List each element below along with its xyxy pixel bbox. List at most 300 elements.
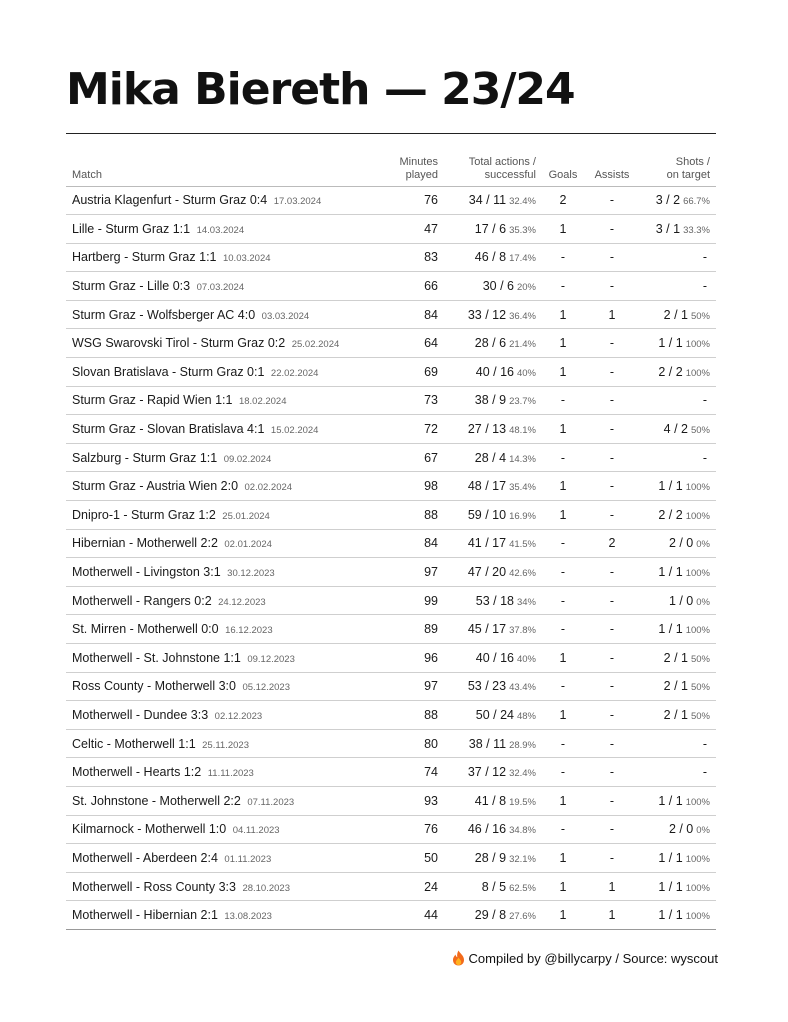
shots-value: 2 / 0	[668, 536, 694, 551]
table-row	[66, 415, 716, 444]
actions-value: 47 / 20	[467, 565, 507, 580]
match-name: Sturm Graz - Slovan Bratislava 4:1	[72, 422, 265, 437]
assists-cell: -	[584, 786, 640, 815]
shots-pct: 50%	[690, 310, 710, 322]
actions-value: 53 / 23	[467, 679, 507, 694]
actions-cell	[444, 872, 542, 901]
goals-cell: -	[542, 243, 584, 272]
assists-cell: -	[584, 386, 640, 415]
shots-cell	[640, 272, 716, 301]
header-shots-line1: Shots /	[675, 155, 710, 168]
match-date: 09.12.2023	[247, 653, 295, 665]
assists-cell: 1	[584, 300, 640, 329]
actions-value: 53 / 18	[475, 593, 514, 608]
match-cell	[66, 272, 386, 301]
match-date: 25.02.2024	[291, 339, 340, 351]
match-date: 10.03.2024	[222, 253, 271, 265]
header-assists	[584, 152, 640, 186]
actions-pct: 23.7%	[509, 396, 536, 408]
actions-cell	[444, 586, 542, 615]
match-cell	[66, 329, 386, 358]
shots-cell	[640, 529, 716, 558]
goals-cell: 1	[542, 501, 584, 530]
assists-cell: -	[584, 329, 640, 358]
goals-cell: 1	[542, 329, 584, 358]
table-row	[66, 386, 716, 415]
header-shots	[640, 152, 716, 186]
actions-cell	[444, 815, 542, 844]
table-row	[66, 729, 716, 758]
actions-pct: 48%	[516, 710, 536, 722]
shots-value: 1 / 1	[658, 479, 683, 494]
shots-cell	[640, 786, 716, 815]
actions-pct: 21.4%	[509, 339, 536, 351]
footer-text: Compiled by @billycarpy / Source: wyscout	[468, 950, 718, 966]
actions-pct: 20%	[516, 282, 536, 294]
goals-cell: 1	[542, 415, 584, 444]
shots-pct: 100%	[685, 482, 710, 494]
actions-pct: 34%	[516, 596, 536, 608]
header-actions	[444, 152, 542, 186]
shots-value: 1 / 1	[658, 622, 683, 637]
shots-cell	[640, 815, 716, 844]
goals-cell: -	[542, 672, 584, 701]
match-date: 04.11.2023	[232, 825, 280, 837]
actions-cell	[444, 644, 542, 673]
actions-value: 37 / 12	[467, 765, 507, 780]
match-name: Motherwell - Hibernian 2:1	[72, 908, 218, 923]
assists-cell: -	[584, 558, 640, 587]
match-date: 30.12.2023	[227, 568, 275, 580]
match-cell	[66, 644, 386, 673]
shots-cell	[640, 186, 716, 215]
match-cell	[66, 443, 386, 472]
match-cell	[66, 558, 386, 587]
goals-cell: -	[542, 615, 584, 644]
actions-pct: 14.3%	[509, 453, 536, 465]
page-title: Mika Biereth — 23/24	[66, 64, 575, 115]
title-divider	[66, 133, 716, 134]
minutes-cell: 89	[386, 615, 444, 644]
match-cell	[66, 701, 386, 730]
shots-cell	[640, 329, 716, 358]
actions-value: 46 / 16	[467, 822, 507, 837]
actions-pct: 36.4%	[509, 310, 536, 322]
assists-cell: 1	[584, 872, 640, 901]
table-row	[66, 615, 716, 644]
match-cell	[66, 815, 386, 844]
match-date: 07.11.2023	[247, 796, 295, 808]
shots-pct: 33.3%	[683, 224, 710, 236]
shots-cell	[640, 443, 716, 472]
shots-pct: 100%	[685, 367, 710, 379]
match-date: 15.02.2024	[270, 425, 319, 437]
actions-cell	[444, 501, 542, 530]
shots-value: -	[702, 279, 707, 294]
assists-cell: -	[584, 844, 640, 873]
match-name: Sturm Graz - Austria Wien 2:0	[72, 479, 239, 494]
shots-value: -	[702, 393, 707, 408]
shots-value: 1 / 0	[668, 593, 694, 608]
table-row	[66, 443, 716, 472]
match-date: 14.03.2024	[196, 224, 245, 236]
minutes-cell: 88	[386, 701, 444, 730]
goals-cell: 1	[542, 701, 584, 730]
assists-cell: 1	[584, 901, 640, 930]
actions-pct: 17.4%	[509, 253, 536, 265]
match-cell	[66, 786, 386, 815]
assists-cell: -	[584, 272, 640, 301]
table-body	[66, 186, 716, 929]
assists-cell: -	[584, 472, 640, 501]
shots-value: 2 / 1	[663, 650, 688, 665]
match-name: Motherwell - Aberdeen 2:4	[72, 850, 218, 865]
shots-pct: 50%	[690, 653, 710, 665]
actions-pct: 32.4%	[509, 768, 536, 780]
actions-cell	[444, 615, 542, 644]
goals-cell: -	[542, 586, 584, 615]
table-row	[66, 186, 716, 215]
shots-value: 2 / 1	[663, 307, 688, 322]
assists-cell: -	[584, 243, 640, 272]
match-cell	[66, 215, 386, 244]
assists-cell: -	[584, 186, 640, 215]
match-name: Sturm Graz - Wolfsberger AC 4:0	[72, 307, 256, 322]
match-date: 16.12.2023	[225, 625, 273, 637]
assists-cell: -	[584, 701, 640, 730]
match-date: 07.03.2024	[196, 282, 245, 294]
shots-pct: 100%	[685, 339, 710, 351]
actions-pct: 34.8%	[509, 825, 536, 837]
shots-pct: 0%	[696, 825, 710, 837]
goals-cell: -	[542, 815, 584, 844]
match-cell	[66, 243, 386, 272]
minutes-cell: 67	[386, 443, 444, 472]
match-name: Salzburg - Sturm Graz 1:1	[72, 450, 218, 465]
match-cell	[66, 300, 386, 329]
match-name: Slovan Bratislava - Sturm Graz 0:1	[72, 364, 265, 379]
shots-pct: 100%	[685, 510, 710, 522]
assists-cell: -	[584, 672, 640, 701]
match-date: 25.01.2024	[222, 510, 270, 522]
shots-cell	[640, 501, 716, 530]
shots-cell	[640, 901, 716, 930]
actions-cell	[444, 386, 542, 415]
actions-cell	[444, 272, 542, 301]
match-date: 05.12.2023	[242, 682, 290, 694]
actions-pct: 28.9%	[509, 739, 536, 751]
match-cell	[66, 501, 386, 530]
minutes-cell: 64	[386, 329, 444, 358]
header-actions-line2: successful	[484, 168, 536, 181]
actions-cell	[444, 529, 542, 558]
shots-value: 2 / 0	[668, 822, 694, 837]
table-row	[66, 272, 716, 301]
goals-cell: -	[542, 272, 584, 301]
match-cell	[66, 758, 386, 787]
table-row	[66, 786, 716, 815]
table-row	[66, 758, 716, 787]
match-date: 09.02.2024	[223, 453, 272, 465]
actions-value: 17 / 6	[474, 221, 507, 236]
match-cell	[66, 386, 386, 415]
table-row	[66, 243, 716, 272]
shots-value: 3 / 1	[655, 221, 681, 236]
actions-cell	[444, 300, 542, 329]
match-cell	[66, 901, 386, 930]
minutes-cell: 72	[386, 415, 444, 444]
match-date: 11.11.2023	[207, 768, 254, 780]
assists-cell: -	[584, 415, 640, 444]
actions-pct: 32.1%	[509, 853, 536, 865]
header-goals	[542, 152, 584, 186]
actions-cell	[444, 558, 542, 587]
actions-cell	[444, 844, 542, 873]
assists-cell: -	[584, 501, 640, 530]
assists-cell: -	[584, 358, 640, 387]
shots-cell	[640, 558, 716, 587]
actions-cell	[444, 786, 542, 815]
actions-cell	[444, 901, 542, 930]
shots-cell	[640, 844, 716, 873]
actions-value: 41 / 17	[467, 536, 507, 551]
actions-pct: 40%	[516, 367, 536, 379]
shots-cell	[640, 386, 716, 415]
actions-pct: 43.4%	[509, 682, 536, 694]
shots-pct: 100%	[685, 625, 710, 637]
match-name: Kilmarnock - Motherwell 1:0	[72, 822, 227, 837]
match-date: 17.03.2024	[273, 196, 322, 208]
actions-value: 28 / 4	[474, 450, 507, 465]
shots-cell	[640, 672, 716, 701]
assists-cell: -	[584, 443, 640, 472]
match-cell	[66, 415, 386, 444]
match-cell	[66, 872, 386, 901]
table-row	[66, 844, 716, 873]
header-match-label: Match	[72, 168, 102, 181]
actions-value: 45 / 17	[467, 622, 507, 637]
table-row	[66, 472, 716, 501]
match-date: 03.03.2024	[261, 310, 310, 322]
shots-value: 2 / 1	[663, 679, 688, 694]
table-row	[66, 701, 716, 730]
shots-value: 1 / 1	[658, 908, 683, 923]
assists-cell: -	[584, 815, 640, 844]
header-goals-label: Goals	[548, 168, 578, 181]
match-name: Ross County - Motherwell 3:0	[72, 679, 236, 694]
minutes-cell: 84	[386, 529, 444, 558]
match-cell	[66, 186, 386, 215]
assists-cell: -	[584, 586, 640, 615]
actions-pct: 35.3%	[509, 224, 536, 236]
table-row	[66, 586, 716, 615]
shots-pct: 50%	[690, 425, 710, 437]
minutes-cell: 76	[386, 815, 444, 844]
actions-value: 59 / 10	[467, 507, 507, 522]
shots-value: -	[702, 765, 707, 780]
goals-cell: 1	[542, 358, 584, 387]
match-name: Lille - Sturm Graz 1:1	[72, 221, 191, 236]
minutes-cell: 74	[386, 758, 444, 787]
match-date: 24.12.2023	[218, 596, 266, 608]
shots-value: 2 / 1	[663, 707, 688, 722]
shots-cell	[640, 729, 716, 758]
goals-cell: -	[542, 758, 584, 787]
match-name: St. Mirren - Motherwell 0:0	[72, 622, 219, 637]
minutes-cell: 99	[386, 586, 444, 615]
goals-cell: 1	[542, 472, 584, 501]
match-cell	[66, 586, 386, 615]
match-cell	[66, 844, 386, 873]
table-row	[66, 901, 716, 930]
actions-cell	[444, 186, 542, 215]
shots-value: 3 / 2	[655, 193, 681, 208]
shots-cell	[640, 872, 716, 901]
minutes-cell: 50	[386, 844, 444, 873]
shots-cell	[640, 243, 716, 272]
match-name: St. Johnstone - Motherwell 2:2	[72, 793, 241, 808]
actions-value: 38 / 11	[468, 736, 507, 751]
match-name: Motherwell - St. Johnstone 1:1	[72, 650, 241, 665]
minutes-cell: 97	[386, 558, 444, 587]
match-name: Austria Klagenfurt - Sturm Graz 0:4	[72, 193, 268, 208]
table-row	[66, 872, 716, 901]
minutes-cell: 98	[386, 472, 444, 501]
footer-credit	[452, 950, 718, 966]
actions-value: 28 / 9	[474, 850, 507, 865]
goals-cell: -	[542, 386, 584, 415]
minutes-cell: 24	[386, 872, 444, 901]
shots-cell	[640, 472, 716, 501]
goals-cell: -	[542, 729, 584, 758]
assists-cell: -	[584, 758, 640, 787]
shots-cell	[640, 358, 716, 387]
actions-value: 50 / 24	[475, 707, 514, 722]
match-name: Dnipro-1 - Sturm Graz 1:2	[72, 507, 216, 522]
goals-cell: 1	[542, 844, 584, 873]
table-row	[66, 529, 716, 558]
table-row	[66, 300, 716, 329]
actions-value: 46 / 8	[474, 250, 507, 265]
minutes-cell: 80	[386, 729, 444, 758]
match-cell	[66, 672, 386, 701]
match-cell	[66, 472, 386, 501]
minutes-cell: 76	[386, 186, 444, 215]
match-date: 02.01.2024	[224, 539, 272, 551]
match-name: Motherwell - Hearts 1:2	[72, 765, 202, 780]
assists-cell: 2	[584, 529, 640, 558]
match-date: 13.08.2023	[224, 911, 272, 923]
shots-cell	[640, 701, 716, 730]
minutes-cell: 44	[386, 901, 444, 930]
match-name: Hartberg - Sturm Graz 1:1	[72, 250, 217, 265]
actions-value: 40 / 16	[475, 650, 514, 665]
shots-value: -	[702, 250, 707, 265]
header-match	[66, 152, 386, 186]
actions-value: 48 / 17	[467, 479, 507, 494]
shots-pct: 50%	[690, 682, 710, 694]
shots-cell	[640, 215, 716, 244]
actions-cell	[444, 443, 542, 472]
minutes-cell: 83	[386, 243, 444, 272]
shots-cell	[640, 758, 716, 787]
header-assists-label: Assists	[594, 168, 630, 181]
shots-value: -	[702, 450, 707, 465]
actions-cell	[444, 672, 542, 701]
table-row	[66, 815, 716, 844]
header-row	[66, 152, 716, 186]
minutes-cell: 96	[386, 644, 444, 673]
match-date: 18.02.2024	[238, 396, 287, 408]
match-name: WSG Swarovski Tirol - Sturm Graz 0:2	[72, 336, 286, 351]
shots-cell	[640, 300, 716, 329]
shots-pct: 100%	[685, 911, 710, 923]
shots-value: 2 / 2	[658, 364, 683, 379]
actions-pct: 42.6%	[509, 568, 536, 580]
actions-pct: 27.6%	[509, 911, 536, 923]
shots-pct: 0%	[696, 596, 710, 608]
match-date: 02.02.2024	[244, 482, 293, 494]
shots-pct: 100%	[685, 853, 710, 865]
header-minutes-line2: played	[405, 168, 438, 181]
shots-value: 1 / 1	[658, 850, 683, 865]
match-date: 25.11.2023	[202, 739, 249, 751]
assists-cell: -	[584, 615, 640, 644]
table-row	[66, 501, 716, 530]
header-minutes-line1: Minutes	[399, 155, 438, 168]
minutes-cell: 93	[386, 786, 444, 815]
actions-value: 34 / 11	[468, 193, 507, 208]
actions-cell	[444, 243, 542, 272]
match-name: Celtic - Motherwell 1:1	[72, 736, 196, 751]
minutes-cell: 97	[386, 672, 444, 701]
table-row	[66, 358, 716, 387]
minutes-cell: 66	[386, 272, 444, 301]
actions-pct: 19.5%	[509, 796, 536, 808]
match-name: Sturm Graz - Lille 0:3	[72, 279, 191, 294]
shots-value: 1 / 1	[658, 879, 683, 894]
actions-value: 41 / 8	[474, 793, 507, 808]
shots-pct: 100%	[685, 568, 710, 580]
actions-cell	[444, 358, 542, 387]
match-date: 28.10.2023	[242, 882, 290, 894]
header-shots-line2: on target	[666, 168, 710, 181]
actions-pct: 41.5%	[509, 539, 536, 551]
actions-pct: 62.5%	[509, 882, 536, 894]
actions-value: 27 / 13	[467, 422, 507, 437]
assists-cell: -	[584, 215, 640, 244]
goals-cell: 1	[542, 300, 584, 329]
actions-value: 40 / 16	[475, 364, 514, 379]
match-name: Motherwell - Ross County 3:3	[72, 879, 236, 894]
goals-cell: 1	[542, 215, 584, 244]
match-date: 01.11.2023	[224, 853, 272, 865]
shots-cell	[640, 415, 716, 444]
actions-value: 29 / 8	[474, 908, 507, 923]
minutes-cell: 88	[386, 501, 444, 530]
actions-pct: 32.4%	[509, 196, 536, 208]
header-minutes	[386, 152, 444, 186]
actions-pct: 37.8%	[509, 625, 536, 637]
actions-cell	[444, 415, 542, 444]
minutes-cell: 47	[386, 215, 444, 244]
match-name: Motherwell - Livingston 3:1	[72, 565, 221, 580]
match-name: Motherwell - Rangers 0:2	[72, 593, 212, 608]
actions-pct: 48.1%	[509, 425, 536, 437]
shots-value: 2 / 2	[658, 507, 683, 522]
table-row	[66, 644, 716, 673]
assists-cell: -	[584, 644, 640, 673]
